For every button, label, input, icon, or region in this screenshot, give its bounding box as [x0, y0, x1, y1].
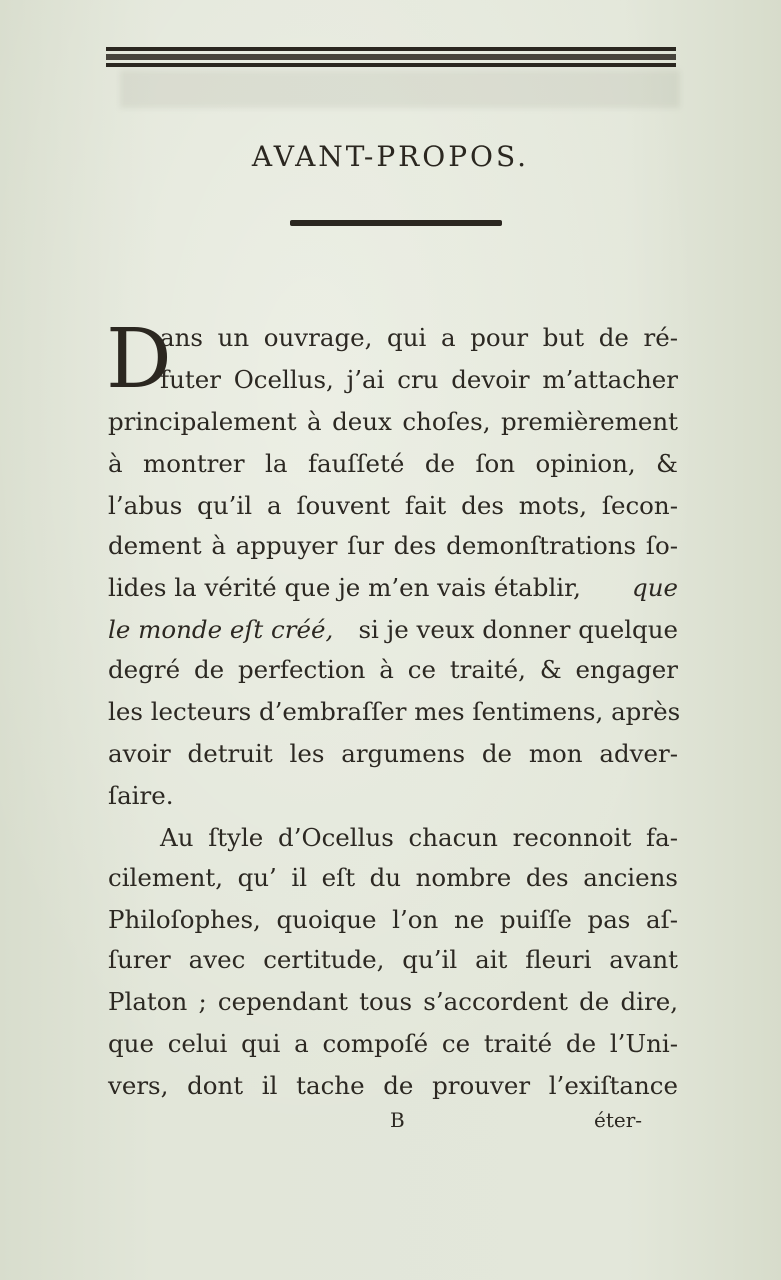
text-line: futer Ocellus, j’ai cru devoir m’attacher: [160, 365, 678, 394]
text-line: Au ſtyle d’Ocellus chacun reconnoit fa-: [160, 823, 678, 852]
text-line: ſaire.: [108, 781, 174, 810]
italic-text: le monde eſt créé,: [108, 615, 334, 644]
heading-divider-rule: [290, 220, 502, 226]
text-line: dement à appuyer ſur des demonſtrations ſo-: [108, 531, 678, 560]
text-line: ans un ouvrage, qui a pour but de ré-: [160, 323, 678, 352]
text-line: degré de perfection à ce traité, & engager: [108, 655, 678, 684]
italic-text: que: [632, 573, 678, 602]
text-line: avoir detruit les argumens de mon adver-: [108, 739, 678, 768]
text-line: cilement, qu’ il eſt du nombre des anciens: [108, 863, 678, 892]
text-line: les lecteurs d’embraſſer mes ſentimens, après: [108, 697, 681, 726]
text-line: ſurer avec certitude, qu’il ait fleuri avant: [108, 945, 678, 974]
signature-mark: B: [390, 1108, 405, 1132]
text-line: l’abus qu’il a ſouvent fait des mots, ſecon-: [108, 491, 678, 520]
text-line: Philoſophes, quoique l’on ne puiſſe pas aſ-: [108, 905, 678, 934]
text-line: principalement à deux choſes, premièrement: [108, 407, 678, 436]
text-line: à montrer la fauſſeté de ſon opinion, &: [108, 449, 678, 478]
drop-cap: D: [106, 312, 172, 407]
text-line: lides la vérité que je m’en vais établir, que: [108, 573, 678, 602]
text-line: Platon ; cependant tous s’accordent de dire,: [108, 987, 678, 1016]
page-heading: AVANT-PROPOS.: [251, 140, 530, 173]
show-through-shadow: [120, 70, 680, 108]
text-line: vers, dont il tache de prouver l’exiſtance: [108, 1071, 678, 1100]
catchword: éter-: [594, 1108, 643, 1132]
text-line: que celui qui a compoſé ce traité de l’Uni-: [108, 1029, 678, 1058]
header-ornament-rule: [106, 47, 676, 69]
text-line: le monde eſt créé, si je veux donner quelque: [108, 615, 678, 644]
